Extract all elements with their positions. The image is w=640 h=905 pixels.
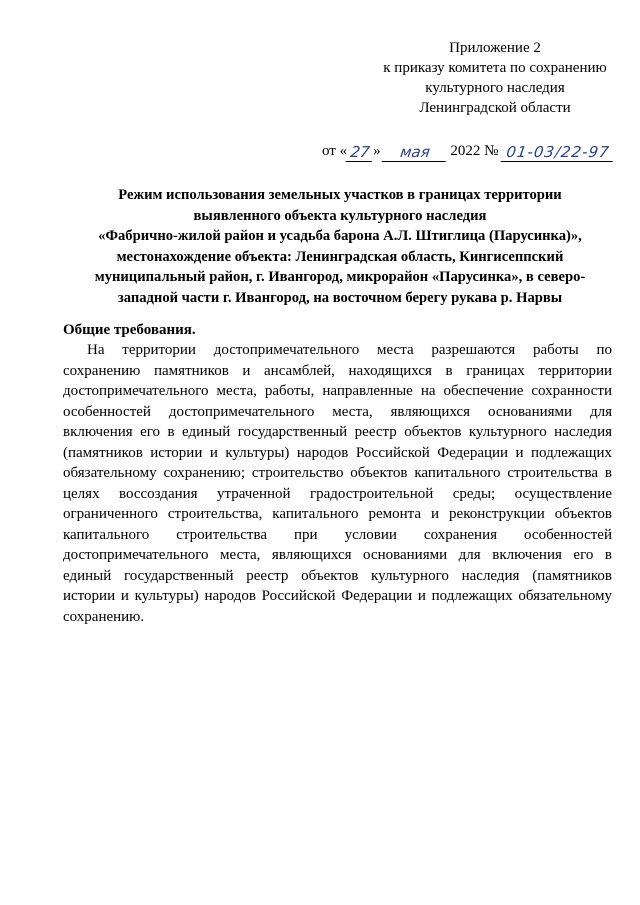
- title-line: «Фабрично-жилой район и усадьба барона А.Л. Штиглица (Парусинка)»,: [98, 228, 582, 244]
- body-line: (памятников истории и культуры) народов Российской Федерации и подлежащих: [63, 444, 612, 461]
- order-mid: »: [373, 143, 381, 159]
- body-line: капитального строительства при условии сохранения особенностей: [63, 526, 612, 543]
- body-line: единый государственный реестр объектов культурного наследия (памятников: [63, 567, 612, 584]
- appendix-line: к приказу комитета по сохранению: [383, 60, 607, 76]
- title-line: муниципальный район, г. Ивангород, микрорайон «Парусинка», в северо-: [94, 269, 586, 285]
- title-line: выявленного объекта культурного наследия: [193, 207, 487, 224]
- body-line: сохранению памятников и ансамблей, находящихся в границах территории: [63, 362, 612, 379]
- body-line: На территории достопримечательного места разрешаются работы по: [87, 342, 612, 358]
- order-day-handwritten: 27: [346, 143, 375, 162]
- title-line: Режим использования земельных участков в границах территории: [118, 187, 562, 203]
- order-date-number: [322, 140, 614, 162]
- order-number-handwritten: 01-03/22-97: [501, 143, 616, 162]
- order-year: 2022: [450, 143, 481, 159]
- body-line: сохранению.: [63, 608, 145, 625]
- body-line: обязательному сохранению; строительство объектов капитального строительства в: [63, 465, 612, 481]
- body-line: достопримечательного места, работы, направленные на обеспечение сохранности: [63, 383, 612, 399]
- title-line: местонахождение объекта: Ленинградская область, Кингисеппский: [116, 248, 564, 265]
- section-body: [63, 340, 612, 627]
- section-heading: Общие требования.: [63, 322, 196, 338]
- order-number-label: №: [484, 143, 499, 159]
- body-line: особенностей достопримечательного места, являющихся основаниями для: [63, 403, 612, 420]
- order-month-handwritten: мая: [381, 143, 448, 162]
- appendix-line: культурного наследия: [425, 80, 565, 96]
- document-title: [60, 185, 620, 308]
- body-line: целях воссоздания утраченной градостроительной среды; осуществление: [63, 485, 612, 502]
- appendix-header: [380, 38, 610, 118]
- body-line: истории и культуры) народов Российской Федерации и подлежащих обязательному: [63, 588, 612, 604]
- title-line: западной части г. Ивангород, на восточном берегу рукава р. Нарвы: [117, 289, 563, 306]
- body-line: достопримечательного места, являющихся основаниями для включения его в: [63, 547, 612, 563]
- appendix-line: Ленинградской области: [419, 100, 571, 116]
- body-line: включения его в единый государственный реестр объектов культурного наследия: [63, 424, 612, 440]
- body-line: ограниченного строительства, капитального ремонта и реконструкции объектов: [63, 506, 612, 522]
- order-prefix: от «: [322, 143, 348, 159]
- appendix-line: Приложение 2: [449, 40, 541, 56]
